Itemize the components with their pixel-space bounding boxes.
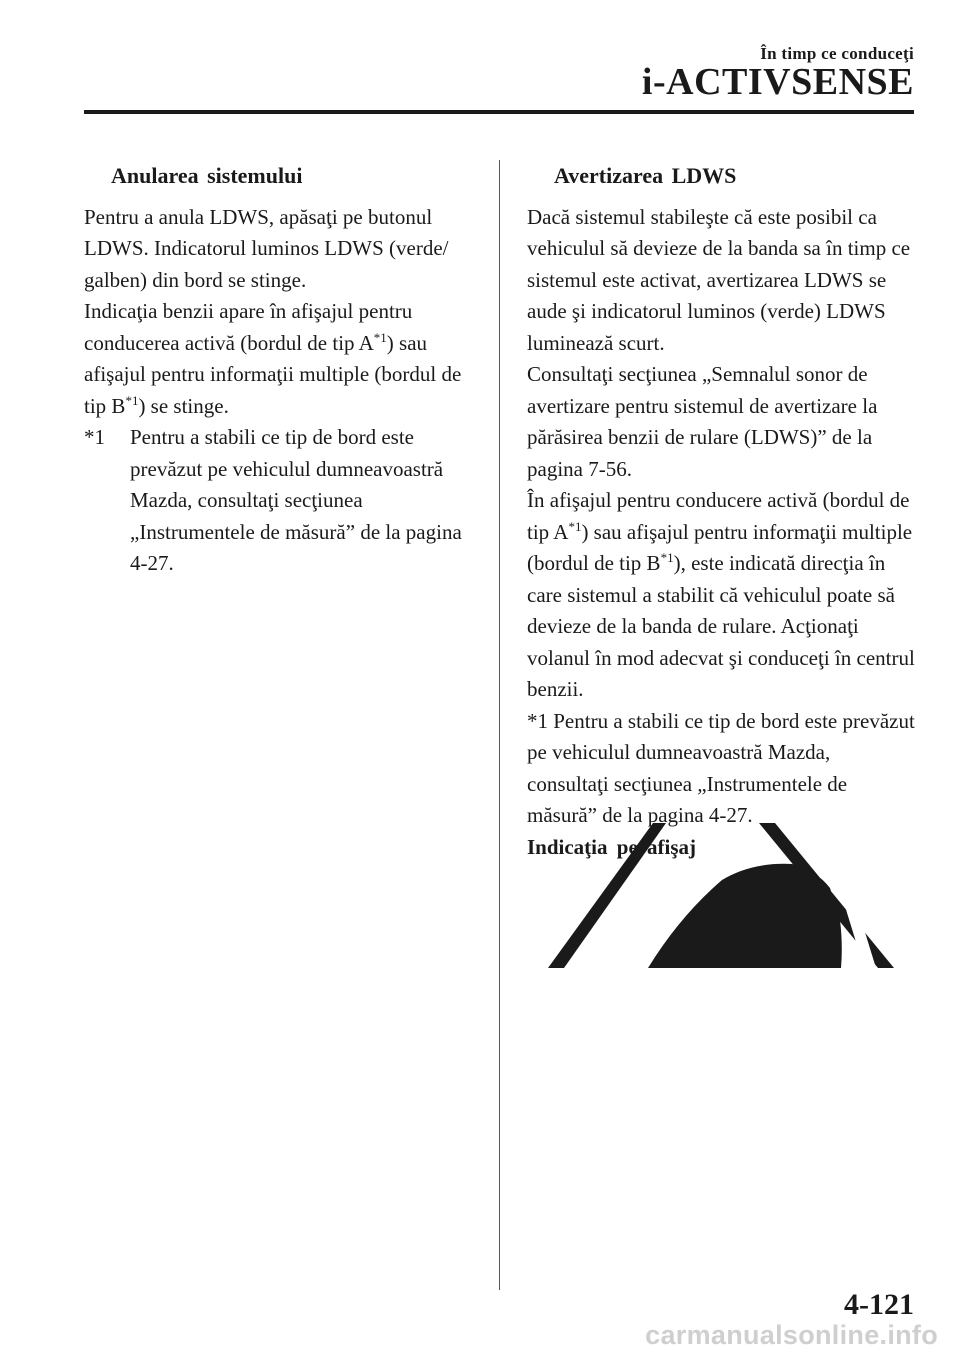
- left-lane-line: [548, 823, 666, 968]
- paragraph-warning: Dacă sistemul stabileşte că este posibil ca vehiculul să devieze de la banda sa în timp ce sistemul este activat, avertizarea LDWS se aude şi indicatorul luminos (verde) LDWS luminează scurt.: [527, 204, 911, 355]
- section-title-cancel: Anularea sistemului: [111, 163, 303, 188]
- vehicle-shape: [648, 864, 842, 968]
- page-header-title: i-ACTIVSENSE: [641, 61, 914, 103]
- left-column: [84, 160, 484, 580]
- paragraph-lane-indication: [84, 296, 484, 422]
- paragraph-footnote: *1 Pentru a stabili ce tip de bord este prevăzut pe vehiculul dumneavoastră Mazda, consultaţi secţiunea „Instrumentele de măsură” de la pagina 4-27.: [527, 708, 915, 827]
- lane-departure-display-icon: [546, 820, 896, 972]
- footnote-mark: *1: [84, 425, 105, 449]
- footnote-ref: *1: [373, 329, 387, 345]
- footnote-ref: *1: [568, 518, 582, 534]
- departure-arrow-right: [840, 890, 876, 968]
- text-fragment: În afişajul pentru conducere activă (bordul de tip A: [527, 488, 910, 544]
- text-fragment: ) sau afişajul pentru informaţii multiple (bordul de tip B: [527, 519, 913, 575]
- paragraph-direction: [527, 485, 915, 706]
- footnote: [84, 422, 484, 580]
- column-divider: [499, 160, 500, 1290]
- text-fragment: ) se stinge.: [138, 393, 229, 418]
- section-title-warning: Avertizarea LDWS: [554, 163, 737, 188]
- paragraph-cancel: Pentru a anula LDWS, apăsaţi pe butonul LDWS. Indicatorul luminos LDWS (verde/ galben) din bord se stinge.: [84, 204, 449, 292]
- footnote-ref: *1: [125, 392, 139, 408]
- text-fragment: ) sau afişajul pentru informaţii multiple (bordul de tip B: [84, 330, 462, 418]
- display-indication-label: Indicaţia pe afişaj: [527, 834, 697, 859]
- header-subtitle: În timp ce conduceţi: [760, 44, 914, 63]
- paragraph-reference: Consultaţi secţiunea „Semnalul sonor de avertizare pentru sistemul de avertizare la părăsirea benzii de rulare (LDWS)” de la pagina 7-56.: [527, 362, 878, 481]
- page-number: 4-121: [844, 1288, 914, 1321]
- watermark: carmanualsonline.info: [645, 1320, 938, 1350]
- header-rule: [84, 110, 914, 114]
- text-fragment: ), este indicată direcţia în care sistemul a stabilit că vehiculul poate să devieze de la banda de rulare. Acţionaţi volanul în mod adecvat şi conduceţi în centrul benzii.: [527, 551, 915, 701]
- text-fragment: Indicaţia benzii apare în afişajul pentru conducerea activă (bordul de tip A: [84, 299, 413, 355]
- footnote-ref: *1: [660, 550, 674, 565]
- footnote-text: Pentru a stabili ce tip de bord este prevăzut pe vehiculul dumneavoastră Mazda, consultaţi secţiunea „Instrumentele de măsură” de la pagina 4-27.: [130, 425, 462, 575]
- right-column: [527, 160, 915, 863]
